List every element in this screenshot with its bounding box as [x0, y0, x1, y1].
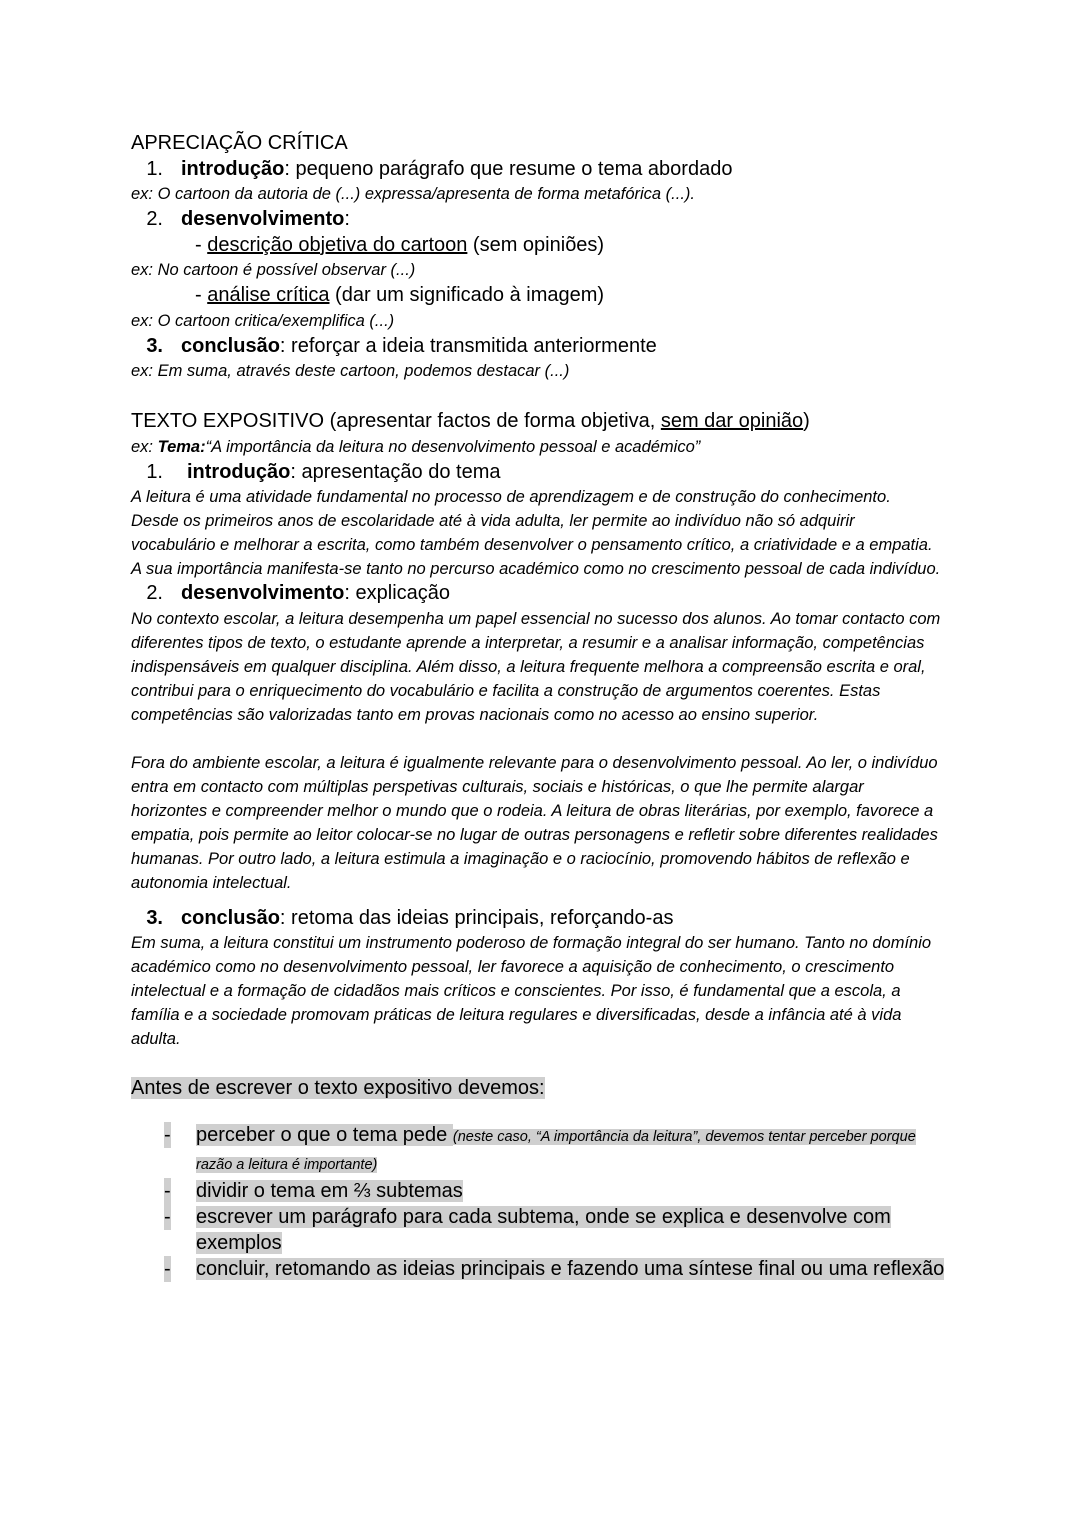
title-text: TEXTO EXPOSITIVO (apresentar factos de forma objetiva, — [131, 410, 661, 432]
bullet-text: dividir o tema em ⅔ subtemas — [196, 1179, 463, 1202]
paragraph-desenvolvimento-1: No contexto escolar, a leitura desempenha um papel essencial no sucesso dos alunos. Ao tomar contacto com diferentes tipos de texto, o estudante aprende a interpretar, a resumir e a analisar informação, competências indispensáveis em qualquer disciplina. Além disso, a leitura frequente melhora a compreensão escrita e oral, contribui para o enriquecimento do vocabulário e facilita a construção de argumentos coerentes. Estas competências são valorizadas tanto em provas nacionais como no acesso ao ensino superior. — [131, 609, 941, 724]
tema-text: “A importância da leitura no desenvolvimento pessoal e académico” — [205, 437, 701, 456]
list-item — [131, 1256, 943, 1282]
list-item — [131, 1204, 943, 1256]
list-number: 2. — [146, 582, 163, 604]
list-number: 3. — [146, 906, 163, 929]
bullet-text: concluir, retomando as ideias principais e fazendo uma síntese final ou uma reflexão — [196, 1257, 945, 1280]
section-title-expositivo — [131, 409, 943, 435]
item-text: (dar um significado à imagem) — [329, 284, 605, 306]
bullet-dash: - — [164, 1205, 171, 1228]
list-number: 1. — [146, 157, 163, 180]
sub-item-analise — [131, 283, 943, 309]
critica-item-desenvolvimento — [131, 207, 943, 233]
highlighted-text: Antes de escrever o texto expositivo devemos: — [131, 1077, 545, 1099]
expositivo-item-conclusao — [131, 906, 943, 932]
spacer — [131, 727, 943, 751]
item-text: : — [344, 208, 350, 230]
document-content — [131, 131, 943, 1282]
bullet-note: (neste caso, “A importância da leitura”, devemos tentar perceber porque razão a leitura é importante) — [196, 1128, 916, 1173]
bullet-dash: - — [164, 1257, 171, 1280]
item-text: : pequeno parágrafo que resume o tema abordado — [284, 157, 733, 180]
list-number: 2. — [146, 208, 163, 230]
item-text: : apresentação do tema — [290, 460, 501, 483]
checklist — [131, 1122, 943, 1282]
sub-dash: - — [195, 284, 208, 306]
title-text-end: ) — [803, 410, 810, 432]
term-introducao: introdução — [187, 460, 291, 483]
underlined-text: análise crítica — [207, 284, 330, 306]
paragraph-introducao: A leitura é uma atividade fundamental no processo de aprendizagem e de construção do conhecimento. Desde os primeiros anos de escolaridade até à vida adulta, ler permite ao indivíduo não só adquirir vocabulário e melhorar a escrita, como também desenvolver o pensamento crítico, a criatividade e a empatia. A sua importância manifesta-se tanto no percurso académico como no crescimento pessoal de cada indivíduo. — [131, 488, 941, 578]
expositivo-item-introducao — [131, 460, 943, 486]
sub-item-descricao — [131, 233, 943, 259]
spacer — [131, 1051, 943, 1076]
paragraph-conclusao: Em suma, a leitura constitui um instrumento poderoso de formação integral do ser humano. Tanto no domínio académico como no desenvolvimento pessoal, ler favorece a aquisição de conhecimento, o crescimento intelectual e a formação de cidadãos mais críticos e conscientes. Por isso, é fundamental que a escola, a família e a sociedade promovam práticas de leitura regulares e diversificadas, desde a infância até à vida adulta. — [131, 934, 932, 1048]
example-line: ex: O cartoon critica/exemplifica (...) — [131, 311, 395, 330]
list-number: 3. — [146, 334, 163, 357]
spacer — [131, 895, 943, 906]
bullet-dash: - — [164, 1123, 171, 1146]
checklist-title — [131, 1076, 943, 1102]
example-line: ex: Em suma, através deste cartoon, podemos destacar (...) — [131, 362, 570, 380]
tema-prefix: ex: — [131, 437, 158, 456]
item-text: : retoma das ideias principais, reforçando-as — [279, 906, 674, 929]
term-desenvolvimento: desenvolvimento — [181, 208, 345, 230]
critica-item-introducao — [131, 157, 943, 183]
example-line: ex: No cartoon é possível observar (...) — [131, 261, 416, 279]
list-number: 1. — [146, 460, 163, 483]
tema-line — [131, 435, 943, 460]
underlined-text: descrição objetiva do cartoon — [207, 233, 468, 256]
paragraph-desenvolvimento-2: Fora do ambiente escolar, a leitura é igualmente relevante para o desenvolvimento pessoal. Ao ler, o indivíduo entra em contacto com múltiplas perspetivas culturais, sociais e históricas, o que lhe permite alargar horizontes e compreender melhor o mundo que o rodeia. A leitura de obras literárias, por exemplo, favorece a empatia, pois permite ao leitor colocar-se no lugar de outras personagens e refletir sobre diferentes realidades humanas. Por outro lado, a leitura estimula a imaginação e o raciocínio, promovendo hábitos de reflexão e autonomia intelectual. — [131, 753, 938, 892]
term-conclusao: conclusão — [181, 334, 280, 357]
underlined-text: sem dar opinião — [660, 410, 804, 432]
bullet-text: perceber o que o tema pede — [196, 1123, 453, 1146]
expositivo-item-desenvolvimento — [131, 581, 943, 607]
bullet-dash: - — [164, 1179, 171, 1202]
item-text: : explicação — [344, 582, 451, 604]
term-desenvolvimento: desenvolvimento — [181, 582, 345, 604]
tema-label: Tema: — [157, 437, 206, 456]
term-conclusao: conclusão — [181, 906, 280, 929]
item-text: : reforçar a ideia transmitida anteriormente — [279, 334, 657, 357]
bullet-text: escrever um parágrafo para cada subtema, onde se explica e desenvolve com exemplos — [196, 1205, 891, 1254]
example-line: ex: O cartoon da autoria de (...) expressa/apresenta de forma metafórica (...). — [131, 185, 696, 203]
list-item — [131, 1178, 943, 1204]
term-introducao: introdução — [181, 157, 285, 180]
list-item — [131, 1122, 943, 1178]
section-title-critica: APRECIAÇÃO CRÍTICA — [131, 132, 348, 154]
item-text: (sem opiniões) — [467, 233, 605, 256]
critica-item-conclusao — [131, 334, 943, 360]
sub-dash: - — [195, 233, 208, 256]
spacer — [131, 384, 943, 409]
